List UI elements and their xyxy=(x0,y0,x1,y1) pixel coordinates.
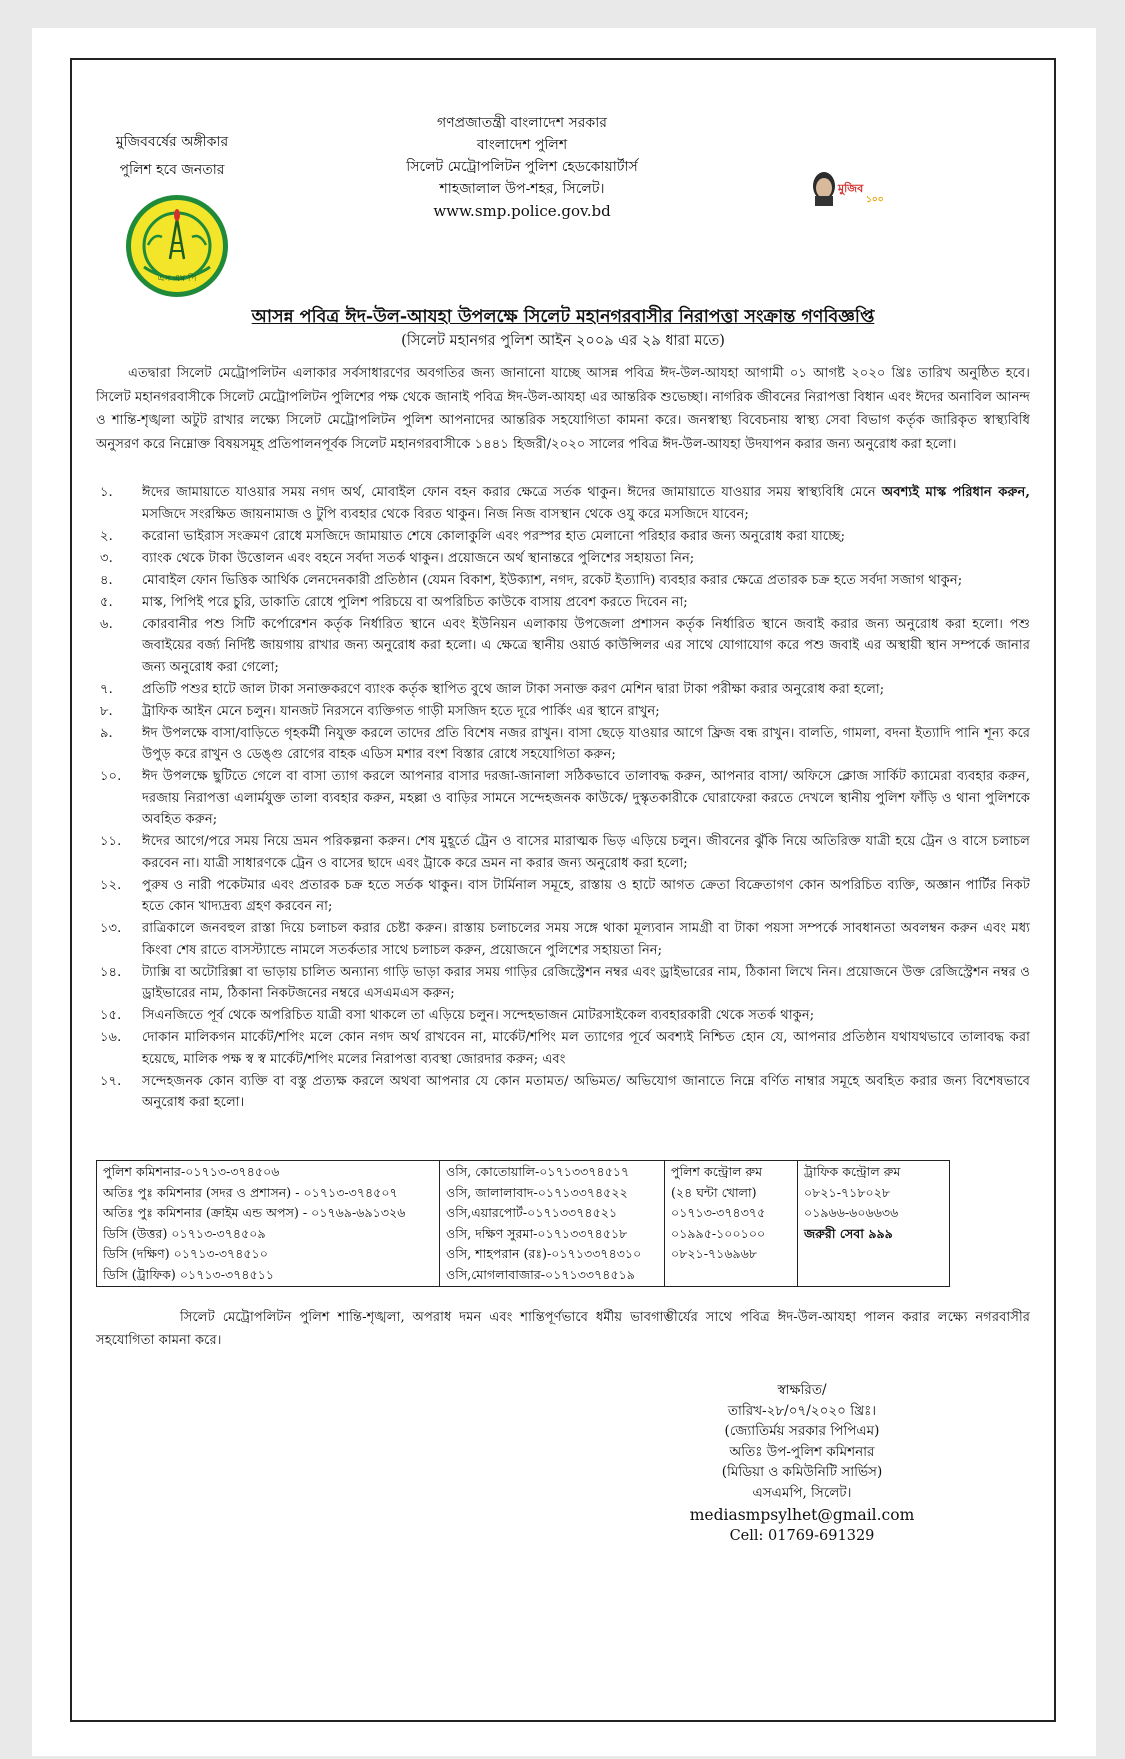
list-item xyxy=(100,766,1030,831)
list-item-number: ১৩. xyxy=(100,921,122,936)
signatory-designation: অতিঃ উপ-পুলিশ কমিশনার xyxy=(729,1443,875,1460)
contact-number[interactable]: ওসি, কোতোয়ালি-০১৭১৩৩৭৪৫১৭ xyxy=(446,1164,630,1179)
list-item-text: করোনা ভাইরাস সংক্রমণ রোধে মসজিদে জামায়াত শেষে কোলাকুলি এবং পরস্পর হাত মেলানো পরিহার করার জন্য অনুরোধ করা যাচ্ছে; xyxy=(142,528,846,544)
slogan-line-1: মুজিববর্ষের অঙ্গীকার xyxy=(115,134,229,150)
list-item-text: সন্দেহজনক কোন ব্যক্তি বা বস্তু প্রত্যক্ষ করলে অথবা আপনার যে কোন মতামত/ অভিমত/ অভিযোগ জানাতে নিম্নে বর্ণিত নাম্বার সমূহে অবহিত করার জন্য বিশেষভাবে অনুরোধ করা হলো। xyxy=(142,1073,1030,1110)
list-item-number: ৫. xyxy=(100,594,113,610)
list-item xyxy=(100,614,1030,679)
document-page xyxy=(32,28,1096,1756)
header-line-3: সিলেট মেট্রোপলিটন পুলিশ হেডকোয়ার্টার্স xyxy=(406,159,638,175)
signature-block xyxy=(592,1380,1012,1546)
list-item xyxy=(100,723,1030,766)
list-item-number: ১২. xyxy=(100,877,122,893)
list-item-text: পুরুষ ও নারী পকেটমার এবং প্রতারক চক্র হতে সর্তক থাকুন। বাস টার্মিনাল সমূহে, রাস্তায় ও হাটে আগত ক্রেতা বিক্রেতাগণ কোন অপরিচিত ব্যক্তি, অজ্ঞান পার্টির নিকট হতে কোন খাদ্যদ্রব্য গ্রহণ করবেন না; xyxy=(142,877,1030,914)
mujib-logo-number: ১০০ xyxy=(866,195,884,205)
list-item xyxy=(100,482,1030,525)
list-item xyxy=(100,570,1030,592)
contact-number[interactable]: ডিসি (উত্তর) ০১৭১৩-৩৭৪৫০৯ xyxy=(103,1225,266,1241)
contact-number[interactable]: অতিঃ পুঃ কমিশনার (ক্রাইম এন্ড অপস) - ০১৭৬৯-৬৯১৩২৬ xyxy=(103,1205,406,1220)
list-item-number: ১১. xyxy=(100,834,122,849)
list-item-text: ট্রাফিক আইন মেনে চলুন। যানজট নিরসনে ব্যক্তিগত গাড়ী মসজিদ হতে দূরে পার্কিং এর স্থানে রাখুন; xyxy=(142,703,660,719)
mujib-logo-text: মুজিব xyxy=(838,182,864,195)
list-item xyxy=(100,526,1030,548)
list-item-text: মসজিদে সংরক্ষিত জায়নামাজ ও টুপি ব্যবহার থেকে বিরত থাকুন। নিজ নিজ বাসস্থান থেকে ওযু করে মসজিদে যাবেন; xyxy=(142,506,749,522)
contact-number[interactable]: ডিসি (দক্ষিণ) ০১৭১৩-৩৭৪৫১০ xyxy=(103,1246,268,1261)
list-item xyxy=(100,679,1030,701)
list-item-number: ১. xyxy=(100,485,113,500)
list-item-number: ১০. xyxy=(100,769,122,784)
list-item-text: রাত্রিকালে জনবহুল রাস্তা দিয়ে চলাচল করার চেষ্টা করুন। রাস্তায় চলাচলের সময় সঙ্গে থাকা মূল্যবান সামগ্রী বা টাকা পয়সা সম্পর্কে সাবধানতা অবলম্বন করুন এবং মধ্য কিংবা শেষ রাতে বাসস্ট্যান্ডে নামলে সতর্কতার সাথে চলাচল করুন, প্রয়োজনে পুলিশের সহায়তা নিন; xyxy=(142,921,1030,958)
list-item xyxy=(100,962,1030,1005)
list-item xyxy=(100,701,1030,723)
list-item xyxy=(100,592,1030,614)
contact-number[interactable]: ওসি,এয়ারপোর্ট-০১৭১৩৩৭৪৫২১ xyxy=(446,1205,618,1220)
list-item-number: ৯. xyxy=(100,725,113,741)
slogan xyxy=(92,128,252,184)
list-item-text: ট্যাক্সি বা অটোরিক্সা বা ভাড়ায় চালিত অন্যান্য গাড়ি ভাড়া করার সময় গাড়ির রেজিস্ট্রেশন নম্বর এবং ড্রাইভারের নাম, ঠিকানা লিখে নিন। প্রয়োজনে উক্ত রেজিস্ট্রেশন নম্বর ও ড্রাইভারের নাম, ঠিকানা নিকটজনের নম্বরে এসএমএস করুন; xyxy=(142,964,1030,1001)
contact-row xyxy=(97,1161,950,1287)
list-item-number: ১৭. xyxy=(100,1073,122,1089)
website-link[interactable]: www.smp.police.gov.bd xyxy=(433,202,611,220)
contact-number[interactable]: ০১৯৬৬-৬০৬৬৩৬ xyxy=(804,1205,899,1220)
contact-number[interactable]: অতিঃ পুঃ কমিশনার (সদর ও প্রশাসন) - ০১৭১৩-৩৭৪৫০৭ xyxy=(103,1184,398,1200)
contact-number[interactable]: ওসি,মোগলাবাজার-০১৭১৩৩৭৪৫১৯ xyxy=(446,1266,635,1282)
logo-text: এস এম পি xyxy=(157,274,197,284)
list-item xyxy=(100,548,1030,570)
signatory-name: (জ্যোতির্ময় সরকার পিপিএম) xyxy=(724,1423,880,1439)
cell-number[interactable]: Cell: 01769-691329 xyxy=(729,1527,875,1544)
list-item-number: ২. xyxy=(100,528,113,544)
list-item-text: ঈদ উপলক্ষে ছুটিতে গেলে বা বাসা ত্যাগ করলে আপনার বাসার দরজা-জানালা সঠিকভাবে তালাবদ্ধ করুন, আপনার বাসা/ অফিসে ক্লোজ সার্কিট ক্যামেরা ব্যবহার করুন, দরজায় নিরাপত্তা এলার্মযুক্ত তালা ব্যবহার করুন, মহল্লা ও বাড়ির সামনে সন্দেহজনক কাউকে/ দুস্কৃতকারীকে ঘোরাফেরা করতে দেখলে স্থানীয় পুলিশ ফাঁড়ি ও থানা পুলিশকে অবহিত করুন; xyxy=(142,769,1030,827)
header-line-2: বাংলাদেশ পুলিশ xyxy=(476,137,568,153)
contact-number[interactable]: ওসি, দক্ষিণ সুরমা-০১৭১৩৩৭৪৫১৮ xyxy=(446,1225,628,1241)
list-item-number: ৪. xyxy=(100,572,113,588)
contact-col-control-room xyxy=(665,1161,798,1287)
signatory-office: এসএমপি, সিলেট। xyxy=(752,1484,852,1501)
signature-line: স্বাক্ষরিত/ xyxy=(777,1382,827,1398)
list-item xyxy=(100,831,1030,874)
contact-number[interactable]: ওসি, শাহপরান (রঃ)-০১৭১৩৩৭৪৩১০ xyxy=(446,1246,642,1261)
list-item-text: দোকান মালিকগন মার্কেট/শপিং মলে কোন নগদ অর্থ রাখবেন না, মার্কেট/শপিং মল ত্যাগের পূর্বে অবশ্যই নিশ্চিত হোন যে, আপনার প্রতিষ্ঠান যথাযথভাবে তালাবদ্ধ করা হয়েছে, মালিক পক্ষ স্ব স্ব মার্কেট/শপিং মলের নিরাপত্তা ব্যবস্থা জোরদার করুন; এবং xyxy=(142,1030,1030,1067)
list-item-text: ঈদের আগে/পরে সময় নিয়ে ভ্রমন পরিকল্পনা করুন। শেষ মুহূর্তে ট্রেন ও বাসের মারাত্মক ভিড় এড়িয়ে চলুন। জীবনের ঝুঁকি নিয়ে অতিরিক্ত যাত্রী হয়ে ট্রেন ও বাসে চলাচল করবেন না। যাত্রী সাধারণকে ট্রেন ও বাসের ছাদে এবং ট্রাকে করে ভ্রমন না করার জন্য অনুরোধ করা হলো; xyxy=(142,834,1030,871)
contact-label: ট্রাফিক কন্ট্রোল রুম xyxy=(804,1164,901,1179)
letterhead xyxy=(282,112,762,222)
notice-title: আসন্ন পবিত্র ঈদ-উল-আযহা উপলক্ষে সিলেট মহানগরবাসীর নিরাপত্তা সংক্রান্ত গণবিজ্ঞপ্তি xyxy=(251,307,875,327)
contact-number[interactable]: ডিসি (ট্রাফিক) ০১৭১৩-৩৭৪৫১১ xyxy=(103,1266,275,1282)
contact-table xyxy=(96,1160,950,1287)
list-item xyxy=(100,918,1030,961)
signatory-department: (মিডিয়া ও কমিউনিটি সার্ভিস) xyxy=(721,1464,883,1480)
list-item xyxy=(100,1071,1030,1114)
list-item-text: কোরবানীর পশু সিটি কর্পোরেশন কর্তৃক নির্ধারিত স্থানে এবং ইউনিয়ন এলাকায় উপজেলা প্রশাসন কর্তৃক নির্ধারিত স্থানে জবাই করার জন্য অনুরোধ করা হলো। পশু জবাইয়ের বর্জ্য নির্দিষ্ট জায়গায় রাখার জন্য অনুরোধ করা হলো। এ ক্ষেত্রে স্থানীয় ওয়ার্ড কাউন্সিলর এর সাথে যোগাযোগ করে পশু জবাই এর অস্থায়ী স্থান সম্পর্কে জানার জন্য অনুরোধ করা গেলো; xyxy=(142,616,1030,675)
smp-logo-icon xyxy=(124,193,230,299)
contact-number[interactable]: ০৮২১-৭১৮০২৮ xyxy=(804,1184,891,1200)
contact-number[interactable]: ০১৭১৩-৩৭৪৩৭৫ xyxy=(671,1205,766,1220)
contact-label: (২৪ ঘন্টা খোলা) xyxy=(671,1184,757,1200)
slogan-line-2: পুলিশ হবে জনতার xyxy=(119,162,225,178)
signature-date: তারিখ-২৮/০৭/২০২০ খ্রিঃ। xyxy=(727,1402,877,1419)
list-item-text: ব্যাংক থেকে টাকা উত্তোলন এবং বহনে সর্বদা সতর্ক থাকুন। প্রয়োজনে অর্থ স্থানান্তরে পুলিশের সহায়তা নিন; xyxy=(142,550,695,566)
contact-number[interactable]: ০৮২১-৭১৬৯৬৮ xyxy=(671,1246,758,1261)
contact-number[interactable]: ওসি, জালালাবাদ-০১৭১৩৩৭৪৫২২ xyxy=(446,1184,628,1200)
contact-col-officers xyxy=(97,1161,440,1287)
list-item-number: ৬. xyxy=(100,616,113,632)
notice-subtitle: (সিলেট মহানগর পুলিশ আইন ২০০৯ এর ২৯ ধারা মতে) xyxy=(401,333,725,349)
list-item-text: ঈদের জামায়াতে যাওয়ার সময় নগদ অর্থ, মোবাইল ফোন বহন করার ক্ষেত্রে সর্তক থাকুন। ঈদের জামায়াতে যাওয়ার সময় স্বাস্থ্যবিধি মেনে xyxy=(142,485,882,500)
list-item-emphasis: অবশ্যই মাস্ক পরিধান করুন, xyxy=(881,485,1031,500)
instruction-list xyxy=(100,482,1030,1114)
list-item-text: ঈদ উপলক্ষে বাসা/বাড়িতে গৃহকর্মী নিযুক্ত করলে তাদের প্রতি বিশেষ নজর রাখুন। বাসা ছেড়ে যাওয়ার আগে ফ্রিজ বন্ধ রাখুন। বালতি, গামলা, বদনা ইত্যাদি পানি শূন্য করে উপুড় করে রাখুন ও ডেঙ্গু রোগের বাহক এডিস মশার বংশ বিস্তার রোধে সহযোগিতা করুন; xyxy=(142,725,1030,762)
header-line-1: গণপ্রজাতন্ত্রী বাংলাদেশ সরকার xyxy=(437,115,607,131)
contact-col-traffic xyxy=(798,1161,950,1287)
list-item-text: মোবাইল ফোন ভিত্তিক আর্থিক লেনদেনকারী প্রতিষ্ঠান (যেমন বিকাশ, ইউক্যাশ, নগদ, রকেট ইত্যাদি) ব্যবহার করার ক্ষেত্রে প্রতারক চক্র হতে সর্বদা সজাগ থাকুন; xyxy=(142,572,963,588)
list-item xyxy=(100,1005,1030,1027)
contact-number[interactable]: পুলিশ কমিশনার-০১৭১৩-৩৭৪৫০৬ xyxy=(103,1164,280,1179)
list-item xyxy=(100,875,1030,918)
emergency-number[interactable]: জরুরী সেবা ৯৯৯ xyxy=(804,1225,893,1241)
list-item-number: ১৫. xyxy=(100,1008,122,1023)
contact-number[interactable]: ০১৯৯৫-১০০১০০ xyxy=(671,1225,766,1241)
contact-label: পুলিশ কন্ট্রোল রুম xyxy=(671,1164,763,1179)
list-item-number: ৩. xyxy=(100,550,113,566)
list-item-number: ৮. xyxy=(100,703,113,719)
list-item-text: প্রতিটি পশুর হাটে জাল টাকা সনাক্তকরণে ব্যাংক কর্তৃক স্থাপিত বুথে জাল টাকা সনাক্ত করণ মেশিন দ্বারা টাকা পরীক্ষা করার অনুরোধ করা হলো; xyxy=(142,681,885,697)
list-item xyxy=(100,1027,1030,1070)
email-link[interactable]: mediasmpsylhet@gmail.com xyxy=(689,1506,915,1524)
mujib-100-logo-icon xyxy=(810,168,884,208)
intro-paragraph: এতদ্বারা সিলেট মেট্রোপলিটন এলাকার সর্বসাধারণের অবগতির জন্য জানানো যাচ্ছে আসন্ন পবিত্র ঈদ-উল-আযহা আগামী ০১ আগষ্ট ২০২০ খ্রিঃ তারিখ অনুষ্ঠিত হবে। সিলেট মহানগরবাসীকে সিলেট মেট্রোপলিটন পুলিশের পক্ষ থেকে জানাই পবিত্র ঈদ-উল-আযহা এর আন্তরিক শুভেচ্ছা। নাগরিক জীবনের নিরাপত্তা বিধান এবং ঈদের অনাবিল আনন্দ ও শান্তি-শৃঙ্খলা অটুট রাখার লক্ষ্যে সিলেট মেট্রোপলিটন পুলিশ আপনাদের আন্তরিক সহযোগিতা কামনা করে। জনস্বাস্থ্য বিবেচনায় স্বাস্থ্য সেবা বিভাগ কর্তৃক জারিকৃত স্বাস্থ্যবিধি অনুসরণ করে নিম্নোক্ত বিষয়সমূহ প্রতিপালনপূর্বক সিলেট মহানগরবাসীকে ১৪৪১ হিজরী/২০২০ সালের পবিত্র ঈদ-উল-আযহা উদযাপন করার জন্য অনুরোধ করা হলো। xyxy=(96,366,1030,453)
list-item-text: সিএনজিতে পূর্ব থেকে অপরিচিত যাত্রী বসা থাকলে তা এড়িয়ে চলুন। সন্দেহভাজন মোটরসাইকেল ব্যবহারকারী থেকে সতর্ক থাকুন; xyxy=(142,1008,815,1023)
list-item-number: ১৬. xyxy=(100,1030,122,1045)
list-item-number: ১৪. xyxy=(100,964,122,980)
contact-col-stations xyxy=(440,1161,665,1287)
list-item-number: ৭. xyxy=(100,681,113,697)
list-item-text: মাস্ক, পিপিই পরে চুরি, ডাকাতি রোধে পুলিশ পরিচয়ে বা অপরিচিত কাউকে বাসায় প্রবেশ করতে দিবেন না; xyxy=(142,594,688,610)
header-line-4: শাহজালাল উপ-শহর, সিলেট। xyxy=(439,181,605,197)
closing-paragraph: সিলেট মেট্রোপলিটন পুলিশ শান্তি-শৃঙ্খলা, অপরাধ দমন এবং শান্তিপূর্ণভাবে ধর্মীয় ভাবগাম্ভীর্যের সাথে পবিত্র ঈদ-উল-আযহা পালন করার লক্ষ্যে নগরবাসীর সহযোগিতা কামনা করে। xyxy=(96,1310,1030,1348)
